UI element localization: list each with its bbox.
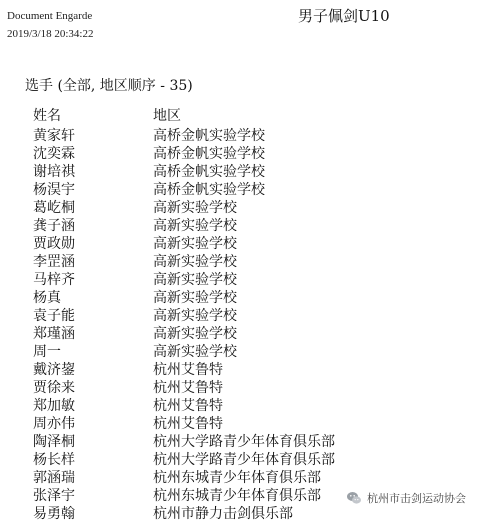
fencer-name: 周一 [33,344,61,360]
fencer-name: 贾政勋 [33,236,75,252]
table-row [33,271,453,289]
table-row [33,325,453,343]
fencer-name: 李罡涵 [33,254,75,270]
fencer-name: 龚子涵 [33,218,75,234]
fencer-region: 杭州艾鲁特 [153,362,223,378]
fencer-name: 戴济鋆 [33,362,75,378]
fencer-region: 杭州艾鲁特 [153,398,223,414]
app-name: Document Engarde [7,10,93,22]
fencer-region: 高新实验学校 [153,254,237,270]
table-row [33,181,453,199]
fencer-region: 高桥金帆实验学校 [153,128,265,144]
fencer-name: 黄家轩 [33,128,75,144]
table-row [33,235,453,253]
fencer-name: 郑加敏 [33,398,75,414]
fencer-region: 高新实验学校 [153,200,237,216]
fencer-name: 郑瑾涵 [33,326,75,342]
table-row [33,451,453,469]
fencer-name: 陶泽桐 [33,434,75,450]
fencer-region: 高新实验学校 [153,308,237,324]
fencer-name: 杨真 [33,290,61,306]
table-row [33,397,453,415]
table-row [33,199,453,217]
fencer-region: 杭州艾鲁特 [153,380,223,396]
fencer-name: 易勇翰 [33,506,75,522]
fencer-name: 谢培祺 [33,164,75,180]
table-row [33,307,453,325]
watermark-text: 杭州市击剑运动协会 [367,492,466,505]
table-row [33,469,453,487]
timestamp: 2019/3/18 20:34:22 [7,28,94,40]
fencer-name: 沈奕霖 [33,146,75,162]
table-row [33,163,453,181]
section-heading: 选手 (全部, 地区顺序 - 35) [25,78,193,94]
fencer-list [33,127,453,523]
fencer-name: 张泽宇 [33,488,75,504]
fencer-region: 高新实验学校 [153,236,237,252]
fencer-region: 高桥金帆实验学校 [153,164,265,180]
table-row [33,433,453,451]
watermark [342,488,470,508]
table-row [33,415,453,433]
fencer-region: 高新实验学校 [153,344,237,360]
fencer-name: 杨淏宇 [33,182,75,198]
fencer-region: 杭州东城青少年体育俱乐部 [153,488,321,504]
fencer-region: 高新实验学校 [153,290,237,306]
fencer-name: 周亦伟 [33,416,75,432]
table-row [33,217,453,235]
document-title: 男子佩剑U10 [298,7,390,25]
fencer-name: 袁子能 [33,308,75,324]
fencer-region: 杭州东城青少年体育俱乐部 [153,470,321,486]
table-row [33,289,453,307]
table-row [33,343,453,361]
table-row [33,127,453,145]
table-row [33,145,453,163]
fencer-region: 高新实验学校 [153,326,237,342]
wechat-icon [346,490,362,506]
fencer-name: 杨长样 [33,452,75,468]
table-row [33,379,453,397]
fencer-name: 贾徐来 [33,380,75,396]
fencer-region: 杭州艾鲁特 [153,416,223,432]
fencer-name: 马梓齐 [33,272,75,288]
fencer-region: 高新实验学校 [153,218,237,234]
table-header [33,107,453,125]
table-row [33,361,453,379]
fencer-region: 杭州大学路青少年体育俱乐部 [153,434,335,450]
fencer-region: 杭州市静力击剑俱乐部 [153,506,293,522]
fencer-name: 郭涵瑞 [33,470,75,486]
fencer-name: 葛屹桐 [33,200,75,216]
fencer-region: 杭州大学路青少年体育俱乐部 [153,452,335,468]
fencer-region: 高桥金帆实验学校 [153,146,265,162]
table-row [33,253,453,271]
column-header-region: 地区 [153,108,181,124]
fencer-region: 高桥金帆实验学校 [153,182,265,198]
column-header-name: 姓名 [33,108,61,124]
fencer-region: 高新实验学校 [153,272,237,288]
